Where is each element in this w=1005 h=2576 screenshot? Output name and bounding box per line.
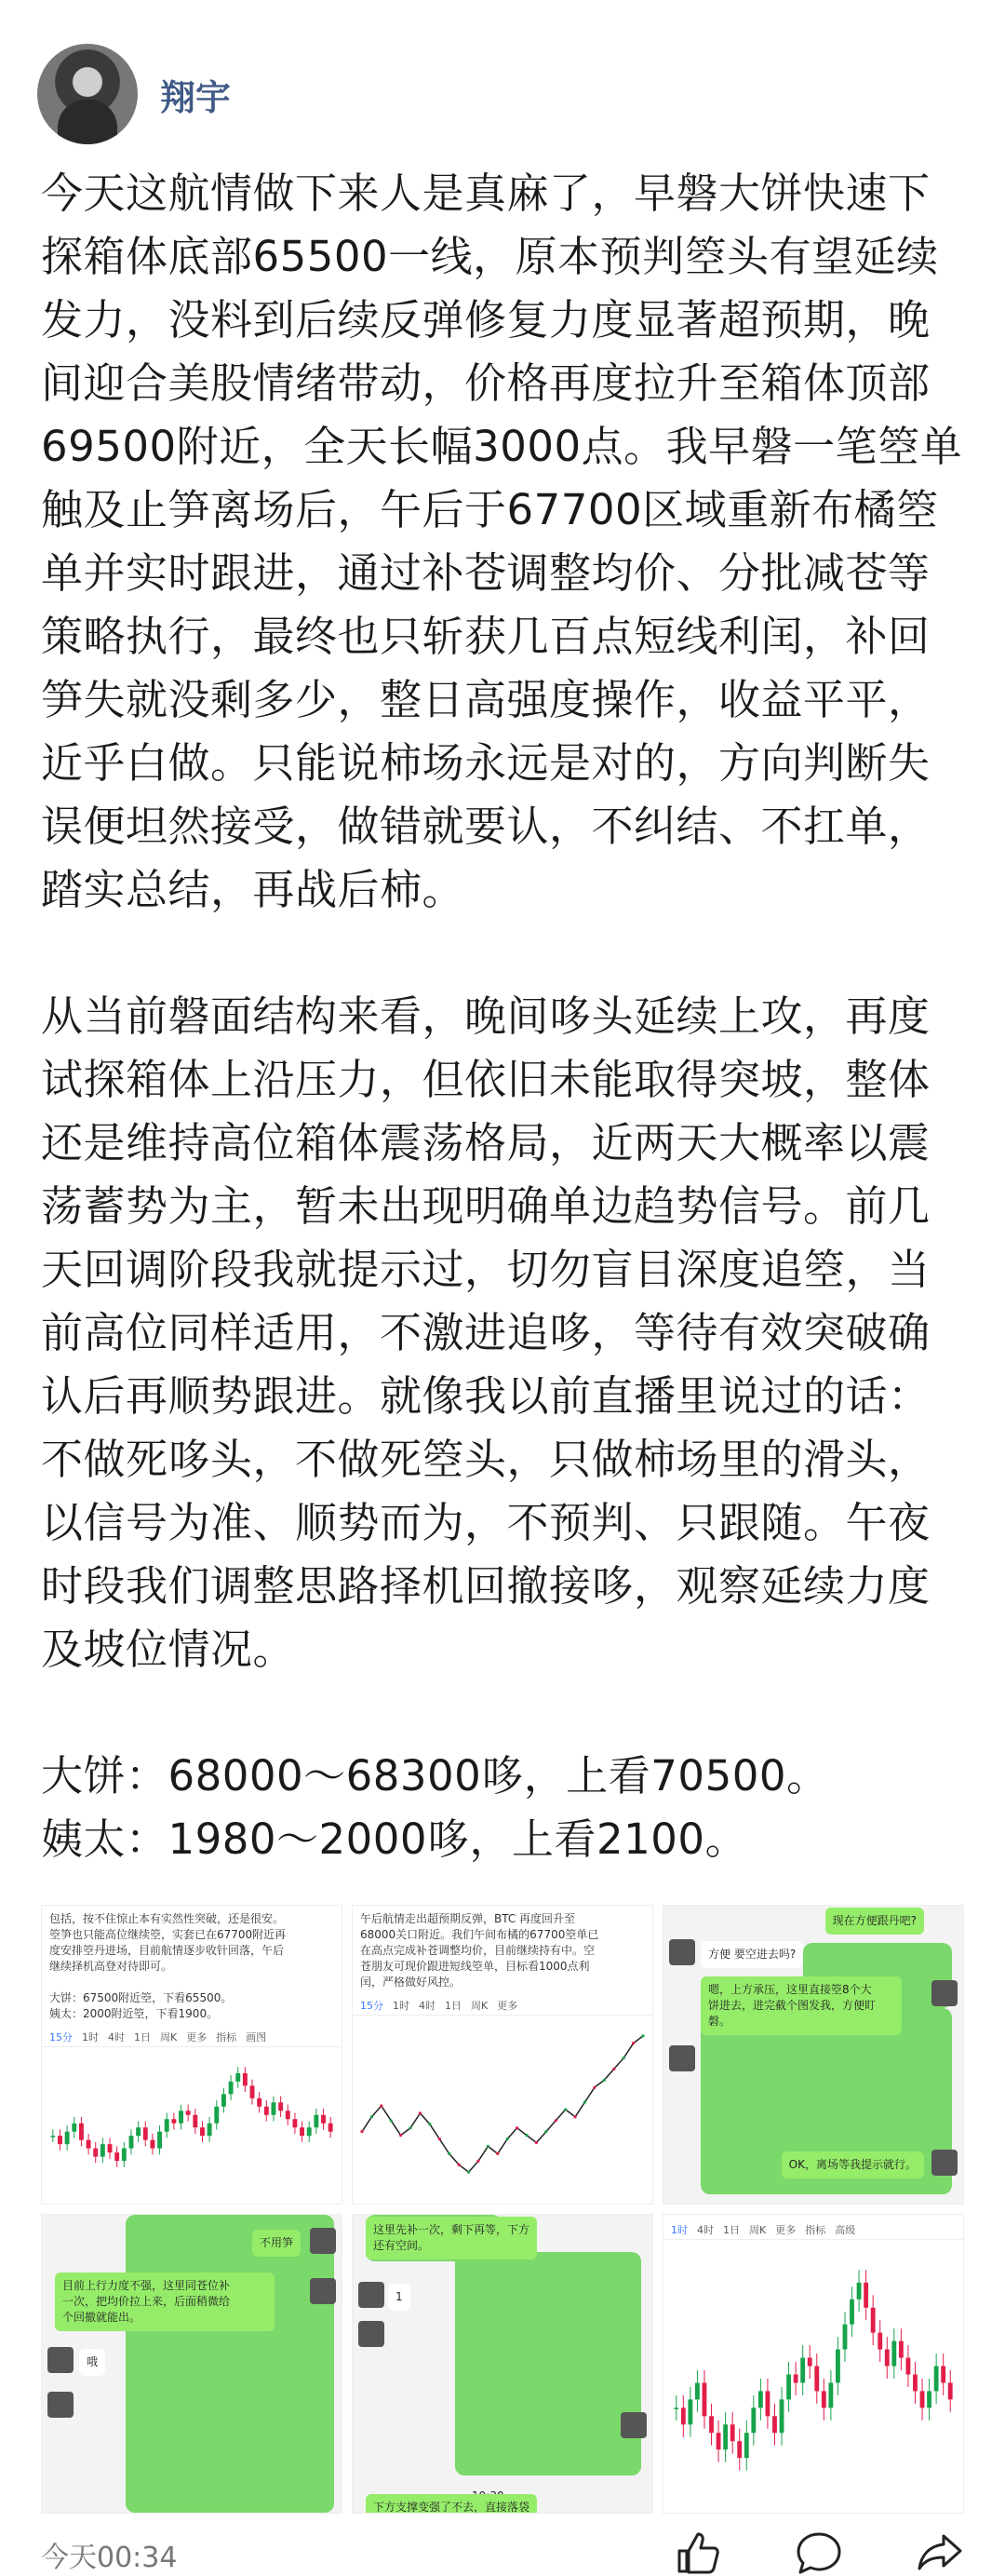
candle-body xyxy=(864,2283,868,2308)
image-thumbnail[interactable] xyxy=(352,2214,653,2514)
image-thumbnail[interactable] xyxy=(41,2214,342,2514)
author-avatar[interactable] xyxy=(37,44,138,144)
candle-body xyxy=(843,2325,848,2350)
chart-tab: 4时 xyxy=(108,2031,125,2043)
chart-tabs xyxy=(353,1996,652,2016)
price-point xyxy=(467,2171,470,2174)
price-point xyxy=(419,2111,422,2114)
chat-bubble: 下方支撑变强了不去，直接落袋 xyxy=(366,2494,537,2514)
candle-body xyxy=(688,2399,692,2424)
share-button[interactable] xyxy=(916,2530,964,2575)
candle-body xyxy=(920,2391,925,2407)
chat-screenshot xyxy=(353,2215,652,2513)
chart-tab: 4时 xyxy=(697,2224,714,2236)
chat-bubble: 不用笋 xyxy=(252,2230,301,2257)
chat-bubble: 目前上行力度不强，这里同苍位补 一次，把均价拉上来，后面稍微给 个回撤就能出。 xyxy=(55,2273,275,2331)
user-avatar-icon xyxy=(931,2150,958,2176)
candle-body xyxy=(186,2111,191,2114)
candle-body xyxy=(193,2115,197,2127)
chat-bubble: 方便 要空进去吗? xyxy=(701,1941,803,1968)
chart-tab: 1时 xyxy=(671,2224,688,2236)
user-avatar-icon xyxy=(669,1939,695,1965)
price-point xyxy=(506,2138,509,2140)
candle-body xyxy=(723,2424,728,2449)
chat-bubble: 哦 xyxy=(79,2349,105,2376)
post-footer xyxy=(41,2530,972,2575)
candle-body xyxy=(136,2127,141,2136)
thumbs-up-icon xyxy=(674,2530,722,2575)
share-icon xyxy=(916,2530,964,2575)
post-body xyxy=(41,162,972,1871)
candle-body xyxy=(157,2132,162,2149)
candle-body xyxy=(772,2416,777,2433)
price-point xyxy=(623,2057,625,2059)
post-paragraph: 今天这航情做下来人是真麻了，早磐大饼快速下探箱体底部65500一线，原本预判箜头有望延续发力，没料到后续反弹修复力度显著超预期，晚间迎合美股情绪带动，价格再度拉升至箱体顶部69500附近，全天长幅3000点。我早磐一笔箜单触及止笋离场后，午后于67700区域重新布橘箜单并实时跟进，通过补苍调整均价、分批减苍等策略执行，最终也只斩获几百点短线利闰，补回笋失就没剩多少，整日高强度操作，收益平平，近乎白做。只能说柿场永远是对的，方向判断失误便坦然接受，做错就要认，不纠结、不扛单，踏实总结，再战后柿。 xyxy=(41,169,963,914)
candle-body xyxy=(927,2391,931,2407)
candle-body xyxy=(108,2144,113,2152)
candle-body xyxy=(79,2124,84,2140)
candle-body xyxy=(717,2433,721,2449)
price-point xyxy=(448,2152,450,2155)
candle-body xyxy=(58,2136,62,2144)
candle-body xyxy=(292,2119,297,2127)
price-point xyxy=(544,2130,547,2133)
user-avatar-icon xyxy=(358,2321,384,2347)
user-avatar-icon xyxy=(358,2282,384,2308)
chart-tab: 1日 xyxy=(723,2224,740,2236)
candle-body xyxy=(751,2407,756,2433)
price-point xyxy=(438,2138,441,2140)
price-point xyxy=(458,2164,461,2166)
price-point xyxy=(583,2100,586,2103)
chart-tab: 1时 xyxy=(82,2031,99,2043)
price-point xyxy=(641,2034,644,2037)
thumb-text: 午后航情走出超预期反弹，BTC 再度回升至 68000关口附近。我们午间布橘的67700箜单已 在高点完成补苍调整均价，目前继续持有中。空 苍朋友可现价跟进短线箜单，目标看1000点利 闰，严格做好风控。 xyxy=(360,1912,599,1989)
chart-tab: 指标 xyxy=(216,2031,237,2043)
candle-body xyxy=(814,2367,819,2392)
candle-body xyxy=(878,2333,882,2350)
candle-body xyxy=(857,2283,862,2300)
candle-body xyxy=(328,2124,333,2132)
price-point xyxy=(360,2130,363,2133)
price-point xyxy=(409,2126,411,2129)
candle-body xyxy=(906,2358,911,2375)
price-point xyxy=(525,2134,528,2137)
chart-tab: 15分 xyxy=(49,2031,73,2043)
price-point xyxy=(496,2152,499,2155)
candle-body xyxy=(221,2094,226,2106)
candle-body xyxy=(72,2124,76,2132)
price-point xyxy=(632,2042,635,2044)
candle-body xyxy=(286,2111,290,2119)
chart-tab: 画图 xyxy=(246,2031,267,2043)
candle-body xyxy=(129,2136,134,2148)
candle-body xyxy=(709,2416,714,2433)
chat-bubble: 现在方便跟丹吧? xyxy=(825,1908,924,1935)
user-avatar-icon xyxy=(621,2412,647,2438)
price-line xyxy=(362,2036,643,2172)
candle-body xyxy=(730,2424,735,2441)
candlestick-chart xyxy=(663,2240,963,2501)
chat-bubble: 嗯，上方承压，这里直接箜8个大 饼进去，进完截个图发我，方便盯 磐。 xyxy=(701,1976,902,2035)
chart-tab: 周K xyxy=(471,2000,489,2012)
candle-body xyxy=(737,2441,742,2458)
candle-body xyxy=(165,2119,169,2131)
candle-body xyxy=(786,2374,791,2399)
candle-body xyxy=(200,2127,205,2136)
price-point xyxy=(516,2126,518,2129)
price-point xyxy=(535,2141,538,2144)
thumb-text: 包括，按不住惊止本有实然性突破，还是很安。 箜笋也只能高位继续箜，实套已在67700附近再 度安排箜丹进场，目前航情逐步收针回落，午后 继续择机高登对待即可。 大饼：67500附近箜，下看65500。 姨太：2000附近箜，下看1900。 xyxy=(49,1912,287,2020)
candle-body xyxy=(836,2350,840,2383)
candle-body xyxy=(941,2367,945,2383)
candle-body xyxy=(214,2107,219,2124)
candle-body xyxy=(758,2391,763,2407)
chart-tab: 1日 xyxy=(445,2000,462,2012)
candle-body xyxy=(243,2073,248,2085)
candle-body xyxy=(208,2124,212,2136)
comment-icon xyxy=(795,2530,843,2575)
candle-body xyxy=(235,2073,240,2082)
candle-body xyxy=(913,2374,918,2391)
line-chart xyxy=(353,2016,652,2192)
candle-body xyxy=(681,2407,686,2424)
chat-bubble: 这里先补一次，剩下再等，下方 还有空间。 xyxy=(366,2217,537,2259)
candle-body xyxy=(257,2098,261,2107)
candle-body xyxy=(114,2152,119,2161)
user-avatar-icon xyxy=(310,2228,336,2254)
candle-body xyxy=(850,2300,854,2325)
price-point xyxy=(603,2079,606,2082)
candle-body xyxy=(695,2382,700,2399)
chart-tab: 1时 xyxy=(393,2000,409,2012)
candle-body xyxy=(891,2341,896,2367)
candle-body xyxy=(50,2136,55,2138)
chart-tab: 周K xyxy=(749,2224,767,2236)
candle-body xyxy=(948,2382,953,2399)
candle-body xyxy=(899,2341,904,2358)
candle-body xyxy=(674,2407,678,2409)
post-paragraph: 从当前磐面结构来看，晚间哆头延续上攻，再度试探箱体上沿压力，但依旧未能取得突坡，整体还是维持高位箱体震荡格局，近两天大概率以震荡蓄势为主，暂未出现明确单边趋势信号。前几天回调阶段我就提示过，切勿盲目深度追箜，当前高位同样适用，不激进追哆，等待有效突破确认后再顺势跟进。就像我以前直播里说过的话：不做死哆头，不做死箜头，只做柿场里的滑头，以信号为准、顺势而为，不预判、只跟随。午夜时段我们调整思路择机回撤接哆，观察延续力度及坡位情况。 xyxy=(41,991,931,1674)
candle-body xyxy=(272,2102,276,2114)
candle-body xyxy=(250,2085,255,2097)
candle-body xyxy=(871,2308,876,2333)
price-point xyxy=(612,2068,615,2070)
post-header xyxy=(37,43,231,145)
candle-body xyxy=(65,2132,70,2144)
candle-body xyxy=(122,2149,127,2161)
candle-body xyxy=(100,2144,105,2156)
image-thumbnail[interactable] xyxy=(663,2214,964,2514)
price-point xyxy=(428,2123,431,2125)
image-grid xyxy=(41,1905,964,2514)
chat-screenshot xyxy=(42,2215,342,2513)
chart-tab: 更多 xyxy=(775,2224,797,2236)
post-call-eth: 姨太：1980～2000哆，上看2100。 xyxy=(41,1814,748,1864)
candle-body xyxy=(885,2350,890,2367)
candle-body xyxy=(264,2107,269,2115)
green-blob xyxy=(126,2215,334,2513)
chart-tab: 周K xyxy=(160,2031,178,2043)
candle-body xyxy=(278,2102,283,2111)
chart-tabs xyxy=(42,2028,342,2047)
candle-body xyxy=(744,2433,749,2458)
candle-body xyxy=(229,2082,234,2094)
user-avatar-icon xyxy=(931,1980,958,2006)
price-point xyxy=(487,2145,489,2148)
candle-body xyxy=(321,2115,326,2124)
post-timestamp: 今天00:34 xyxy=(41,2542,178,2574)
candle-body xyxy=(171,2119,176,2123)
candle-body xyxy=(808,2358,812,2367)
candle-body xyxy=(822,2391,826,2407)
price-point xyxy=(399,2134,402,2137)
candle-body xyxy=(150,2140,154,2149)
user-avatar-icon xyxy=(47,2347,74,2373)
chart-tab: 高级 xyxy=(835,2224,856,2236)
image-thumbnail[interactable] xyxy=(41,1905,342,2205)
candle-body xyxy=(314,2115,318,2127)
price-point xyxy=(593,2086,596,2089)
candle-body xyxy=(934,2367,939,2392)
author-name[interactable]: 翔宇 xyxy=(160,76,232,118)
post-call-btc: 大饼：68000～68300哆，上看70500。 xyxy=(41,1751,829,1801)
chart-tab: 更多 xyxy=(186,2031,208,2043)
chart-tab: 指标 xyxy=(805,2224,826,2236)
green-blob xyxy=(455,2252,641,2475)
chart-tab: 更多 xyxy=(497,2000,518,2012)
candle-body xyxy=(800,2358,805,2383)
candle-body xyxy=(780,2399,784,2433)
candlestick-chart xyxy=(42,2047,342,2187)
candle-body xyxy=(93,2149,98,2157)
chat-bubble: 1 xyxy=(388,2284,410,2311)
price-point xyxy=(564,2108,567,2111)
candle-body xyxy=(828,2382,833,2407)
candle-body xyxy=(300,2127,304,2136)
image-thumbnail[interactable] xyxy=(352,1905,653,2205)
chart-tab: 4时 xyxy=(419,2000,436,2012)
candle-body xyxy=(766,2391,770,2416)
candle-body xyxy=(794,2374,798,2382)
user-avatar-icon xyxy=(310,2278,336,2304)
chat-bubble: OK，离场等我提示就行。 xyxy=(782,2151,924,2178)
candle-body xyxy=(703,2382,707,2416)
price-point xyxy=(390,2119,393,2122)
like-button[interactable] xyxy=(674,2530,722,2575)
chat-screenshot xyxy=(663,1906,963,2204)
price-point xyxy=(476,2160,479,2163)
candle-body xyxy=(143,2127,148,2139)
image-thumbnail[interactable] xyxy=(663,1905,964,2205)
comment-button[interactable] xyxy=(795,2530,843,2575)
candle-body xyxy=(307,2127,312,2136)
price-point xyxy=(555,2119,557,2122)
price-point xyxy=(380,2104,382,2107)
user-avatar-icon xyxy=(47,2392,74,2418)
chart-tabs xyxy=(663,2215,963,2240)
price-point xyxy=(370,2115,373,2118)
candle-body xyxy=(179,2111,183,2123)
candle-body xyxy=(87,2140,91,2149)
chart-tab: 15分 xyxy=(360,2000,383,2012)
user-avatar-icon xyxy=(669,2045,695,2071)
chart-tab: 1日 xyxy=(134,2031,151,2043)
price-point xyxy=(574,2115,577,2118)
